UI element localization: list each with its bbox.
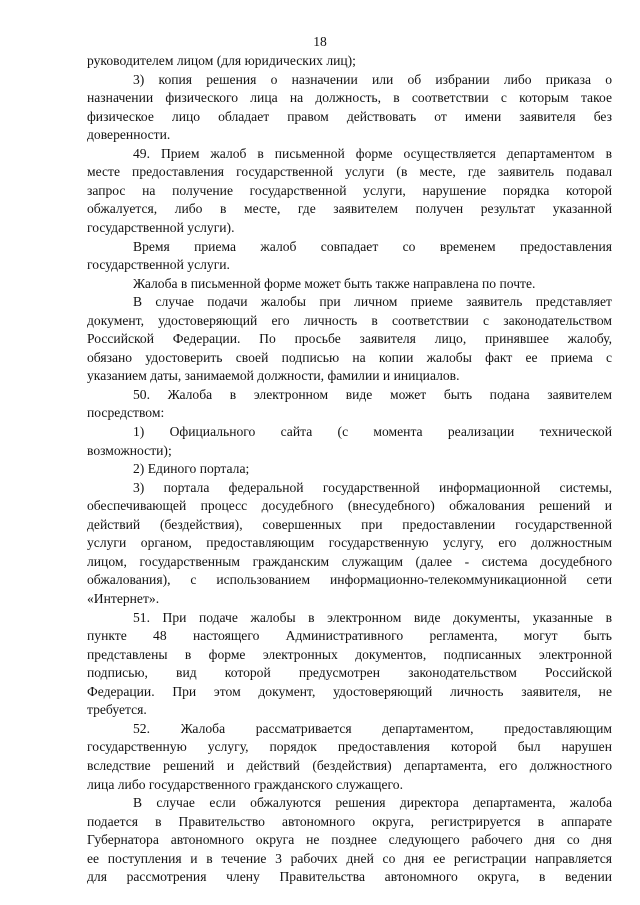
text-line: действий (бездействия), совершенных при предоставлении государственной bbox=[87, 516, 612, 532]
text-line: 1) Официального сайта (с момента реализации технической bbox=[133, 424, 612, 439]
text-line: 2) Единого портала; bbox=[133, 461, 250, 477]
text-line: для рассмотрения члену Правительства автономного округа, в ведении bbox=[87, 869, 612, 885]
text-line: требуется. bbox=[87, 702, 147, 718]
text-line: лица либо государственного гражданского служащего. bbox=[87, 776, 403, 792]
text-line: государственной услуги). bbox=[87, 220, 235, 235]
text-line: Губернатора автономного округа не позднее следующего рабочего дня со дня bbox=[87, 832, 612, 848]
text-line: 3) портала федеральной государственной информационной системы, bbox=[133, 479, 612, 495]
text-line: пункте 48 настоящего Административного регламента, могут быть bbox=[87, 628, 612, 644]
text-line: 51. При подаче жалобы в электронном виде документы, указанные в bbox=[133, 609, 612, 625]
text-line: обжалуется, либо в месте, где заявителем получен результат указанной bbox=[87, 201, 612, 217]
text-line: лицом, государственным гражданским служащим (далее - система досудебного bbox=[87, 553, 612, 569]
text-line: Жалоба в письменной форме может быть также направлена по почте. bbox=[133, 275, 536, 291]
text-line: В случае подачи жалобы при личном приеме заявитель представляет bbox=[133, 294, 612, 310]
text-line: вследствие решений и действий (бездействия) департамента, его должностного bbox=[87, 757, 612, 773]
text-line: 3) копия решения о назначении или об избрании либо приказа о bbox=[133, 71, 612, 87]
text-line: подается в Правительство автономного округа, регистрируется в аппарате bbox=[87, 813, 612, 829]
text-line: посредством: bbox=[87, 405, 165, 421]
text-line: представлены в форме электронных документов, подписанных электронной bbox=[87, 646, 612, 662]
text-line: государственной услуги. bbox=[87, 257, 230, 273]
text-line: физическое лицо обладает правом действовать от имени заявителя без bbox=[87, 108, 612, 124]
text-line: государственную услугу, порядок предоставления которой был нарушен bbox=[87, 739, 612, 755]
text-line: 52. Жалоба рассматривается департаментом, предоставляющим bbox=[133, 720, 612, 736]
text-line: 50. Жалоба в электронном виде может быть подана заявителем bbox=[133, 386, 612, 402]
text-line: обжалования), с использованием информационно-телекоммуникационной сети bbox=[87, 572, 612, 588]
text-line: обеспечивающей процесс досудебного (внесудебного) обжалования решений и bbox=[87, 498, 612, 514]
text-line: назначении физического лица на должность, в соответствии с которым такое bbox=[87, 90, 612, 106]
text-line: 49. Прием жалоб в письменной форме осуществляется департаментом в bbox=[133, 145, 612, 161]
text-line: ее поступления и в течение 3 рабочих дней со дня ее регистрации направляется bbox=[87, 850, 612, 866]
text-line: В случае если обжалуются решения директора департамента, жалоба bbox=[133, 795, 612, 810]
text-line: руководителем лицом (для юридических лиц); bbox=[87, 53, 356, 68]
text-line: услуги органом, предоставляющим государственную услугу, его должностным bbox=[87, 535, 612, 551]
text-line: документ, удостоверяющий его личность в соответствии с законодательством bbox=[87, 312, 612, 328]
text-line: запрос на получение государственной услуги, нарушение порядка которой bbox=[87, 182, 612, 198]
text-line: Российской Федерации. По просьбе заявителя лицо, принявшее жалобу, bbox=[87, 331, 612, 347]
text-line: месте предоставления государственной услуги (в месте, где заявитель подавал bbox=[87, 164, 612, 180]
text-line: Федерации. При этом документ, удостоверяющий личность заявителя, не bbox=[87, 683, 612, 699]
text-line: доверенности. bbox=[87, 127, 171, 143]
page-number: 18 bbox=[313, 34, 327, 49]
text-line: указанием даты, занимаемой должности, фамилии и инициалов. bbox=[87, 368, 460, 384]
text-line: возможности); bbox=[87, 442, 172, 458]
text-line: подписью, вид которой предусмотрен законодательством Российской bbox=[87, 665, 612, 681]
text-line: обязано удостоверить своей подписью на копии жалобы факт ее приема с bbox=[87, 349, 612, 365]
text-line: Время приема жалоб совпадает со временем предоставления bbox=[133, 238, 612, 254]
text-line: «Интернет». bbox=[87, 591, 160, 606]
